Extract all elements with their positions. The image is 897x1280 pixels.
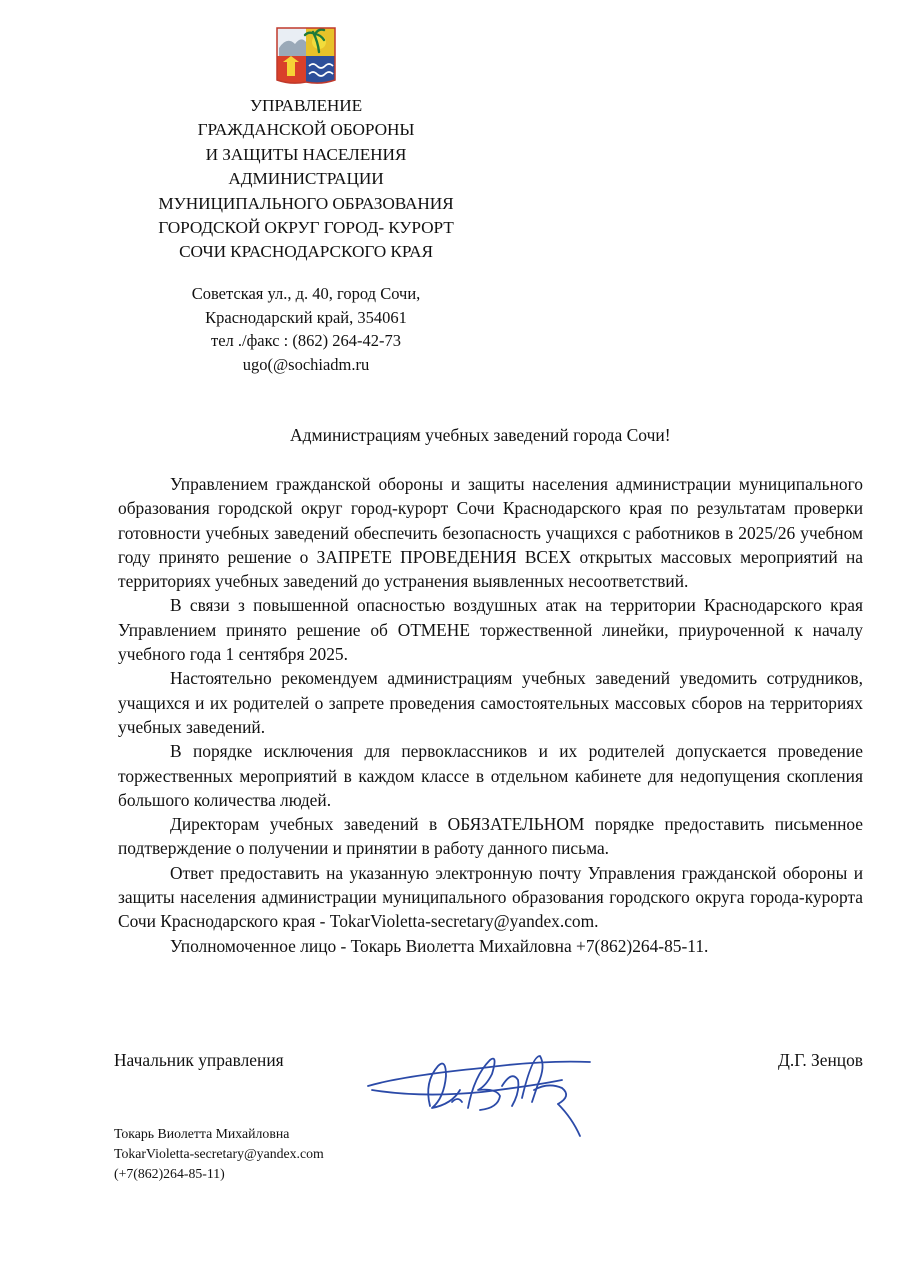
signatory-position: Начальник управления bbox=[114, 1050, 284, 1070]
org-line: И ЗАЩИТЫ НАСЕЛЕНИЯ bbox=[205, 144, 407, 164]
contact-email: TokarVioletta-secretary@yandex.com bbox=[114, 1146, 324, 1162]
address-email: ugo(@sochiadm.ru bbox=[242, 354, 370, 374]
org-line: МУНИЦИПАЛЬНОГО ОБРАЗОВАНИЯ bbox=[158, 193, 454, 213]
city-coat-of-arms-icon bbox=[275, 22, 337, 88]
org-line: ГРАЖДАНСКОЙ ОБОРОНЫ bbox=[197, 120, 415, 140]
contact-name: Токарь Виолетта Михайловна bbox=[114, 1126, 290, 1141]
organization-address bbox=[150, 282, 462, 376]
body-paragraph: Директорам учебных заведений в ОБЯЗАТЕЛЬНОМ порядке предоставить письменное подтверждение о получении и принятии в работу данного письма. bbox=[118, 814, 863, 859]
letter-body bbox=[118, 472, 863, 958]
org-line: ГОРОДСКОЙ ОКРУГ ГОРОД- КУРОРТ bbox=[158, 218, 454, 238]
contact-block bbox=[114, 1124, 324, 1185]
body-paragraph: Управлением гражданской обороны и защиты населения администрации муниципального образования городской округ город-курорт Сочи Краснодарского края по результатам проверки готовности учебных заведений обеспечить безопасность учащихся с работников в 2025/26 учебном году принято решение о ЗАПРЕТЕ ПРОВЕДЕНИЯ ВСЕХ открытых массовых мероприятий на территориях учебных заведений до устранения выявленных несоответствий. bbox=[118, 474, 863, 592]
salutation: Администрациям учебных заведений города Сочи! bbox=[290, 425, 671, 445]
body-paragraph: Уполномоченное лицо - Токарь Виолетта Михайловна +7(862)264-85-11. bbox=[170, 935, 709, 956]
body-paragraph: В связи з повышенной опасностью воздушных атак на территории Краснодарского края Управлением принято решение об ОТМЕНЕ торжественной линейки, приуроченной к началу учебного года 1 сентября 2025. bbox=[118, 595, 863, 665]
address-line: Краснодарский край, 354061 bbox=[205, 307, 407, 327]
handwritten-signature bbox=[362, 1046, 594, 1138]
organization-name bbox=[130, 94, 482, 265]
org-line: АДМИНИСТРАЦИИ bbox=[228, 169, 384, 189]
address-line: Советская ул., д. 40, город Сочи, bbox=[191, 284, 421, 303]
org-line: УПРАВЛЕНИЕ bbox=[249, 96, 363, 115]
body-paragraph: Ответ предоставить на указанную электронную почту Управления гражданской обороны и защиты населения администрации муниципального образования городского округа города-курорта Сочи Краснодарского края - TokarVioletta-secretary@yandex.com. bbox=[118, 862, 863, 932]
contact-phone: (+7(862)264-85-11) bbox=[114, 1166, 225, 1182]
address-line: тел ./факс : (862) 264-42-73 bbox=[211, 331, 401, 351]
signatory-name: Д.Г. Зенцов bbox=[778, 1050, 863, 1070]
org-line: СОЧИ КРАСНОДАРСКОГО КРАЯ bbox=[179, 242, 433, 262]
body-paragraph: Настоятельно рекомендуем администрациям учебных заведений уведомить сотрудников, учащихся и их родителей о запрете проведения самостоятельных массовых сборов на территориях учебных заведений. bbox=[118, 668, 863, 737]
body-paragraph: В порядке исключения для первоклассников и их родителей допускается проведение торжественных мероприятий в каждом классе в отдельном кабинете для недопущения скопления большого количества людей. bbox=[118, 741, 863, 810]
